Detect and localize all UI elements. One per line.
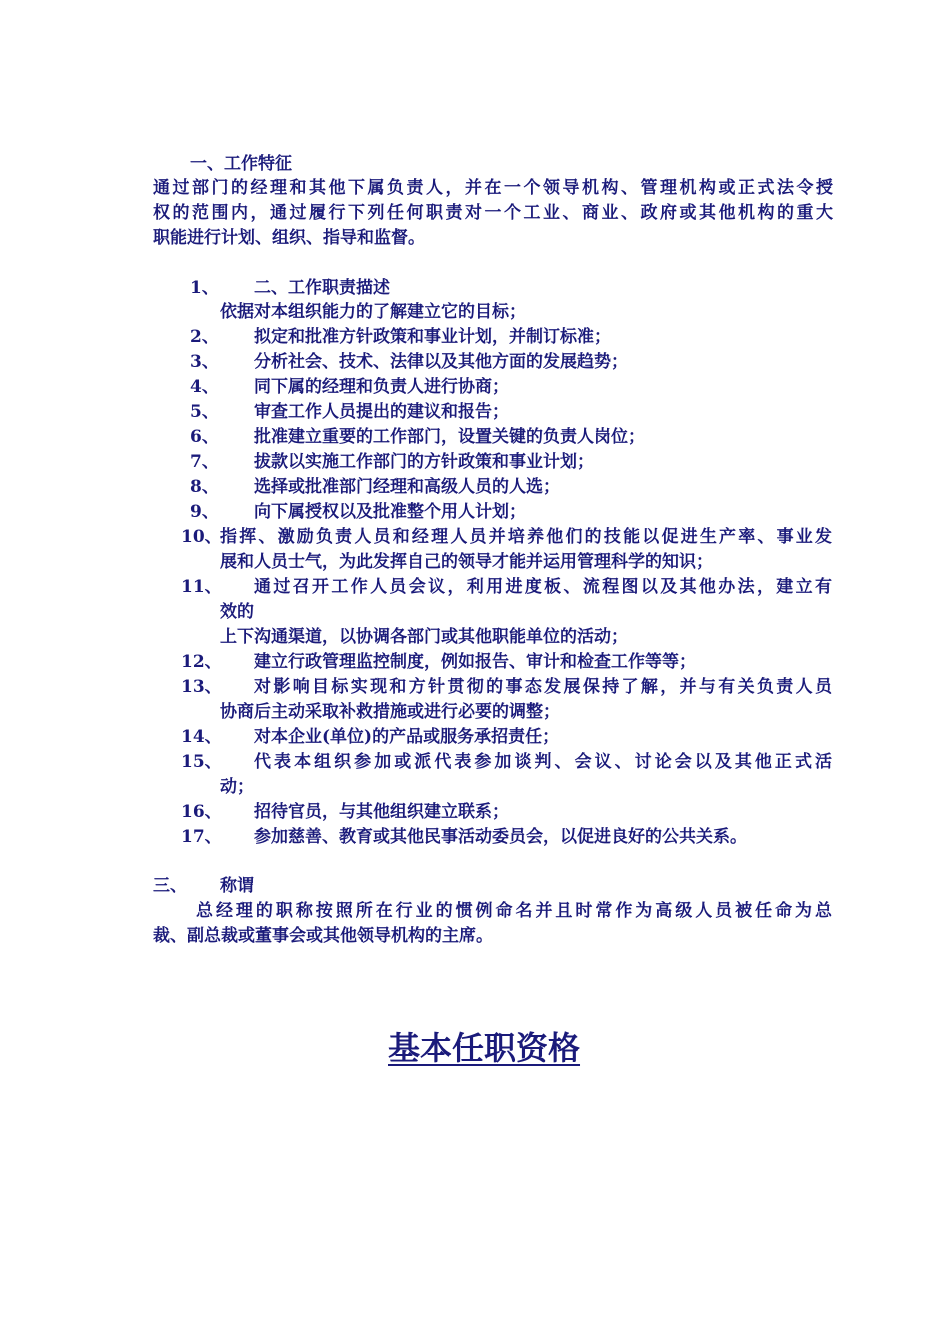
item-16-text: 招待官员，与其他组织建立联系； xyxy=(254,802,509,822)
item-16-number: 16、 xyxy=(181,802,222,822)
item-6-text: 批准建立重要的工作部门，设置关键的负责人岗位； xyxy=(254,427,645,447)
item-9-number: 9、 xyxy=(190,502,219,522)
item-5-number: 5、 xyxy=(190,402,219,422)
section-3-heading: 称谓 xyxy=(220,876,254,896)
item-6-number: 6、 xyxy=(190,427,219,447)
item-11-line-1: 通过召开工作人员会议，利用进度板、流程图以及其他办法，建立有 xyxy=(254,577,832,597)
item-1-text: 依据对本组织能力的了解建立它的目标； xyxy=(220,302,526,322)
item-1-number: 1、 xyxy=(190,278,219,298)
item-3-number: 3、 xyxy=(190,352,219,372)
item-12-text: 建立行政管理监控制度，例如报告、审计和检查工作等等； xyxy=(254,652,696,672)
section-1-heading: 一、工作特征 xyxy=(190,154,292,174)
item-13-number: 13、 xyxy=(181,677,222,697)
item-4-text: 同下属的经理和负责人进行协商； xyxy=(254,377,509,397)
document-title: 基本任职资格 xyxy=(388,1029,581,1067)
item-7-text: 拔款以实施工作部门的方针政策和事业计划； xyxy=(254,452,594,472)
item-10-line-1: 指挥、激励负责人员和经理人员并培养他们的技能以促进生产率、事业发 xyxy=(220,527,832,547)
section-3-line-1: 总经理的职称按照所在行业的惯例命名并且时常作为高级人员被任命为总 xyxy=(196,901,832,921)
item-2-number: 2、 xyxy=(190,327,219,347)
section-2-heading: 二、工作职责描述 xyxy=(254,278,390,298)
item-13-line-2: 协商后主动采取补救措施或进行必要的调整； xyxy=(220,702,560,722)
section-1-para-line-3: 职能进行计划、组织、指导和监督。 xyxy=(153,228,425,248)
item-11-line-3: 上下沟通渠道，以协调各部门或其他职能单位的活动； xyxy=(220,627,628,647)
item-12-number: 12、 xyxy=(181,652,222,672)
item-15-line-2: 动； xyxy=(220,777,254,797)
section-1-para-line-2: 权的范围内，通过履行下列任何职责对一个工业、商业、政府或其他机构的重大 xyxy=(153,203,833,223)
item-14-number: 14、 xyxy=(181,727,222,747)
item-11-line-2: 效的 xyxy=(220,602,254,622)
item-3-text: 分析社会、技术、法律以及其他方面的发展趋势； xyxy=(254,352,628,372)
section-3-number: 三、 xyxy=(153,876,187,896)
item-15-line-1: 代表本组织参加或派代表参加谈判、会议、讨论会以及其他正式活 xyxy=(254,752,832,772)
item-4-number: 4、 xyxy=(190,377,219,397)
section-3-line-2: 裁、副总裁或董事会或其他领导机构的主席。 xyxy=(153,926,493,946)
item-10-number: 10、 xyxy=(181,527,222,547)
item-10-line-2: 展和人员士气，为此发挥自己的领导才能并运用管理科学的知识； xyxy=(220,552,713,572)
item-17-number: 17、 xyxy=(181,827,222,847)
item-17-text: 参加慈善、教育或其他民事活动委员会，以促进良好的公共关系。 xyxy=(254,827,747,847)
item-5-text: 审查工作人员提出的建议和报告； xyxy=(254,402,509,422)
item-13-line-1: 对影响目标实现和方针贯彻的事态发展保持了解，并与有关负责人员 xyxy=(254,677,832,697)
item-14-text: 对本企业(单位)的产品或服务承招责任； xyxy=(254,727,560,747)
item-8-text: 选择或批准部门经理和高级人员的人选； xyxy=(254,477,560,497)
section-1-para-line-1: 通过部门的经理和其他下属负责人，并在一个领导机构、管理机构或正式法令授 xyxy=(153,178,833,198)
item-2-text: 拟定和批准方针政策和事业计划，并制订标准； xyxy=(254,327,611,347)
item-7-number: 7、 xyxy=(190,452,219,472)
item-9-text: 向下属授权以及批准整个用人计划； xyxy=(254,502,526,522)
item-11-number: 11、 xyxy=(181,577,222,597)
item-8-number: 8、 xyxy=(190,477,219,497)
item-15-number: 15、 xyxy=(181,752,222,772)
